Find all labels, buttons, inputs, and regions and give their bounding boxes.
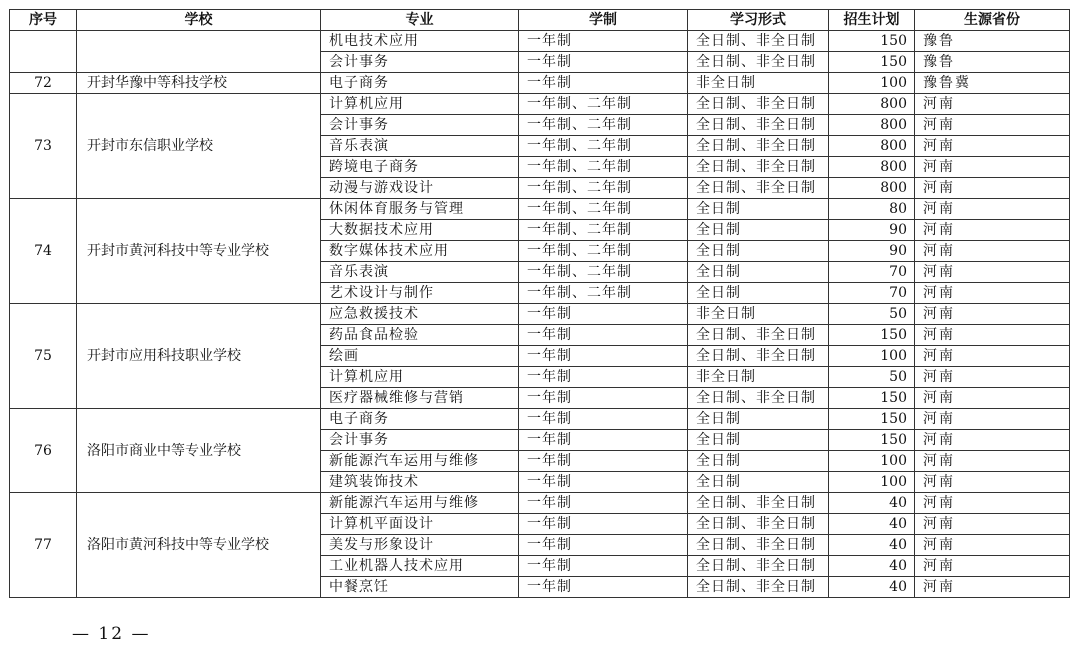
- enrollment-plan-cell: 40: [829, 493, 915, 514]
- table-row: [10, 493, 1070, 514]
- header-major: 专业: [321, 10, 519, 31]
- enrollment-plan-cell: 80: [829, 199, 915, 220]
- study-form-cell: 全日制: [688, 430, 829, 451]
- table-row: [10, 31, 1070, 52]
- enrollment-plan-cell: 150: [829, 325, 915, 346]
- study-form-cell: 非全日制: [688, 73, 829, 94]
- duration-cell: 一年制: [519, 556, 688, 577]
- study-form-cell: 全日制、非全日制: [688, 493, 829, 514]
- enrollment-plan-cell: 40: [829, 514, 915, 535]
- duration-cell: 一年制、二年制: [519, 199, 688, 220]
- study-form-cell: 全日制、非全日制: [688, 325, 829, 346]
- source-province-cell: 河南: [915, 157, 1070, 178]
- enrollment-plan-cell: 90: [829, 241, 915, 262]
- enrollment-plan-cell: 70: [829, 262, 915, 283]
- source-province-cell: 河南: [915, 304, 1070, 325]
- header-row: [10, 10, 1070, 31]
- duration-cell: 一年制、二年制: [519, 157, 688, 178]
- duration-cell: 一年制: [519, 52, 688, 73]
- table-row: [10, 94, 1070, 115]
- school-index-cell: 72: [10, 73, 77, 94]
- table-row: [10, 304, 1070, 325]
- major-cell: 计算机应用: [321, 94, 519, 115]
- source-province-cell: 豫鲁冀: [915, 73, 1070, 94]
- source-province-cell: 豫鲁: [915, 52, 1070, 73]
- school-name-cell: 开封市东信职业学校: [77, 94, 321, 199]
- source-province-cell: 河南: [915, 94, 1070, 115]
- major-cell: 美发与形象设计: [321, 535, 519, 556]
- enrollment-plan-cell: 150: [829, 430, 915, 451]
- study-form-cell: 全日制: [688, 220, 829, 241]
- study-form-cell: 全日制: [688, 451, 829, 472]
- study-form-cell: 全日制、非全日制: [688, 535, 829, 556]
- source-province-cell: 豫鲁: [915, 31, 1070, 52]
- source-province-cell: 河南: [915, 388, 1070, 409]
- duration-cell: 一年制: [519, 451, 688, 472]
- source-province-cell: 河南: [915, 367, 1070, 388]
- school-name-cell: 开封市应用科技职业学校: [77, 304, 321, 409]
- enrollment-plan-cell: 40: [829, 577, 915, 598]
- duration-cell: 一年制、二年制: [519, 220, 688, 241]
- school-index-cell: 77: [10, 493, 77, 598]
- major-cell: 会计事务: [321, 115, 519, 136]
- study-form-cell: 全日制、非全日制: [688, 556, 829, 577]
- source-province-cell: 河南: [915, 535, 1070, 556]
- major-cell: 大数据技术应用: [321, 220, 519, 241]
- enrollment-plan-cell: 800: [829, 136, 915, 157]
- duration-cell: 一年制: [519, 472, 688, 493]
- major-cell: 音乐表演: [321, 136, 519, 157]
- duration-cell: 一年制: [519, 346, 688, 367]
- source-province-cell: 河南: [915, 556, 1070, 577]
- header-source-province: 生源省份: [915, 10, 1070, 31]
- source-province-cell: 河南: [915, 514, 1070, 535]
- enrollment-plan-cell: 150: [829, 31, 915, 52]
- source-province-cell: 河南: [915, 199, 1070, 220]
- study-form-cell: 全日制: [688, 472, 829, 493]
- major-cell: 数字媒体技术应用: [321, 241, 519, 262]
- study-form-cell: 全日制: [688, 409, 829, 430]
- school-name-cell: 洛阳市商业中等专业学校: [77, 409, 321, 493]
- study-form-cell: 全日制: [688, 199, 829, 220]
- major-cell: 药品食品检验: [321, 325, 519, 346]
- duration-cell: 一年制、二年制: [519, 94, 688, 115]
- source-province-cell: 河南: [915, 115, 1070, 136]
- duration-cell: 一年制: [519, 409, 688, 430]
- source-province-cell: 河南: [915, 346, 1070, 367]
- duration-cell: 一年制: [519, 31, 688, 52]
- enrollment-plan-cell: 800: [829, 115, 915, 136]
- study-form-cell: 非全日制: [688, 367, 829, 388]
- source-province-cell: 河南: [915, 430, 1070, 451]
- major-cell: 艺术设计与制作: [321, 283, 519, 304]
- duration-cell: 一年制: [519, 73, 688, 94]
- major-cell: 会计事务: [321, 52, 519, 73]
- school-name-cell: 开封华豫中等科技学校: [77, 73, 321, 94]
- study-form-cell: 非全日制: [688, 304, 829, 325]
- duration-cell: 一年制: [519, 430, 688, 451]
- major-cell: 电子商务: [321, 409, 519, 430]
- duration-cell: 一年制、二年制: [519, 262, 688, 283]
- source-province-cell: 河南: [915, 472, 1070, 493]
- enrollment-plan-cell: 70: [829, 283, 915, 304]
- school-index-cell: 75: [10, 304, 77, 409]
- duration-cell: 一年制、二年制: [519, 241, 688, 262]
- duration-cell: 一年制: [519, 388, 688, 409]
- enrollment-plan-cell: 800: [829, 157, 915, 178]
- source-province-cell: 河南: [915, 220, 1070, 241]
- major-cell: 音乐表演: [321, 262, 519, 283]
- study-form-cell: 全日制、非全日制: [688, 157, 829, 178]
- school-name-cell: 洛阳市黄河科技中等专业学校: [77, 493, 321, 598]
- enrollment-plan-cell: 40: [829, 535, 915, 556]
- duration-cell: 一年制、二年制: [519, 115, 688, 136]
- enrollment-plan-cell: 100: [829, 451, 915, 472]
- duration-cell: 一年制、二年制: [519, 136, 688, 157]
- major-cell: 动漫与游戏设计: [321, 178, 519, 199]
- source-province-cell: 河南: [915, 409, 1070, 430]
- duration-cell: 一年制: [519, 367, 688, 388]
- duration-cell: 一年制、二年制: [519, 283, 688, 304]
- duration-cell: 一年制: [519, 514, 688, 535]
- major-cell: 医疗器械维修与营销: [321, 388, 519, 409]
- major-cell: 绘画: [321, 346, 519, 367]
- duration-cell: 一年制: [519, 535, 688, 556]
- study-form-cell: 全日制: [688, 262, 829, 283]
- major-cell: 新能源汽车运用与维修: [321, 493, 519, 514]
- study-form-cell: 全日制、非全日制: [688, 94, 829, 115]
- study-form-cell: 全日制: [688, 283, 829, 304]
- enrollment-plan-cell: 100: [829, 73, 915, 94]
- major-cell: 会计事务: [321, 430, 519, 451]
- enrollment-plan-cell: 800: [829, 178, 915, 199]
- major-cell: 建筑装饰技术: [321, 472, 519, 493]
- header-enrollment-plan: 招生计划: [829, 10, 915, 31]
- header-school: 学校: [77, 10, 321, 31]
- enrollment-plan-cell: 100: [829, 346, 915, 367]
- source-province-cell: 河南: [915, 451, 1070, 472]
- duration-cell: 一年制: [519, 493, 688, 514]
- enrollment-plan-cell: 50: [829, 367, 915, 388]
- enrollment-plan-cell: 40: [829, 556, 915, 577]
- study-form-cell: 全日制、非全日制: [688, 577, 829, 598]
- enrollment-plan-cell: 150: [829, 409, 915, 430]
- source-province-cell: 河南: [915, 493, 1070, 514]
- page-number: — 12 —: [72, 624, 151, 644]
- study-form-cell: 全日制、非全日制: [688, 346, 829, 367]
- source-province-cell: 河南: [915, 262, 1070, 283]
- table-body: [10, 31, 1070, 598]
- study-form-cell: 全日制: [688, 241, 829, 262]
- enrollment-plan-cell: 150: [829, 52, 915, 73]
- major-cell: 机电技术应用: [321, 31, 519, 52]
- duration-cell: 一年制、二年制: [519, 178, 688, 199]
- header-index: 序号: [10, 10, 77, 31]
- table-row: [10, 409, 1070, 430]
- study-form-cell: 全日制、非全日制: [688, 31, 829, 52]
- study-form-cell: 全日制、非全日制: [688, 52, 829, 73]
- enrollment-plan-cell: 50: [829, 304, 915, 325]
- enrollment-plan-cell: 800: [829, 94, 915, 115]
- study-form-cell: 全日制、非全日制: [688, 115, 829, 136]
- school-name-cell: [77, 31, 321, 73]
- school-name-cell: 开封市黄河科技中等专业学校: [77, 199, 321, 304]
- major-cell: 计算机平面设计: [321, 514, 519, 535]
- major-cell: 中餐烹饪: [321, 577, 519, 598]
- table-row: [10, 199, 1070, 220]
- source-province-cell: 河南: [915, 325, 1070, 346]
- source-province-cell: 河南: [915, 178, 1070, 199]
- enrollment-table: [9, 9, 1070, 598]
- major-cell: 新能源汽车运用与维修: [321, 451, 519, 472]
- source-province-cell: 河南: [915, 136, 1070, 157]
- study-form-cell: 全日制、非全日制: [688, 178, 829, 199]
- header-study-form: 学习形式: [688, 10, 829, 31]
- major-cell: 跨境电子商务: [321, 157, 519, 178]
- duration-cell: 一年制: [519, 577, 688, 598]
- duration-cell: 一年制: [519, 304, 688, 325]
- source-province-cell: 河南: [915, 283, 1070, 304]
- enrollment-plan-cell: 150: [829, 388, 915, 409]
- study-form-cell: 全日制、非全日制: [688, 514, 829, 535]
- duration-cell: 一年制: [519, 325, 688, 346]
- school-index-cell: [10, 31, 77, 73]
- source-province-cell: 河南: [915, 241, 1070, 262]
- major-cell: 计算机应用: [321, 367, 519, 388]
- major-cell: 应急救援技术: [321, 304, 519, 325]
- school-index-cell: 74: [10, 199, 77, 304]
- study-form-cell: 全日制、非全日制: [688, 136, 829, 157]
- table-row: [10, 73, 1070, 94]
- enrollment-plan-cell: 90: [829, 220, 915, 241]
- header-duration: 学制: [519, 10, 688, 31]
- major-cell: 休闲体育服务与管理: [321, 199, 519, 220]
- school-index-cell: 76: [10, 409, 77, 493]
- enrollment-plan-cell: 100: [829, 472, 915, 493]
- major-cell: 工业机器人技术应用: [321, 556, 519, 577]
- source-province-cell: 河南: [915, 577, 1070, 598]
- study-form-cell: 全日制、非全日制: [688, 388, 829, 409]
- major-cell: 电子商务: [321, 73, 519, 94]
- school-index-cell: 73: [10, 94, 77, 199]
